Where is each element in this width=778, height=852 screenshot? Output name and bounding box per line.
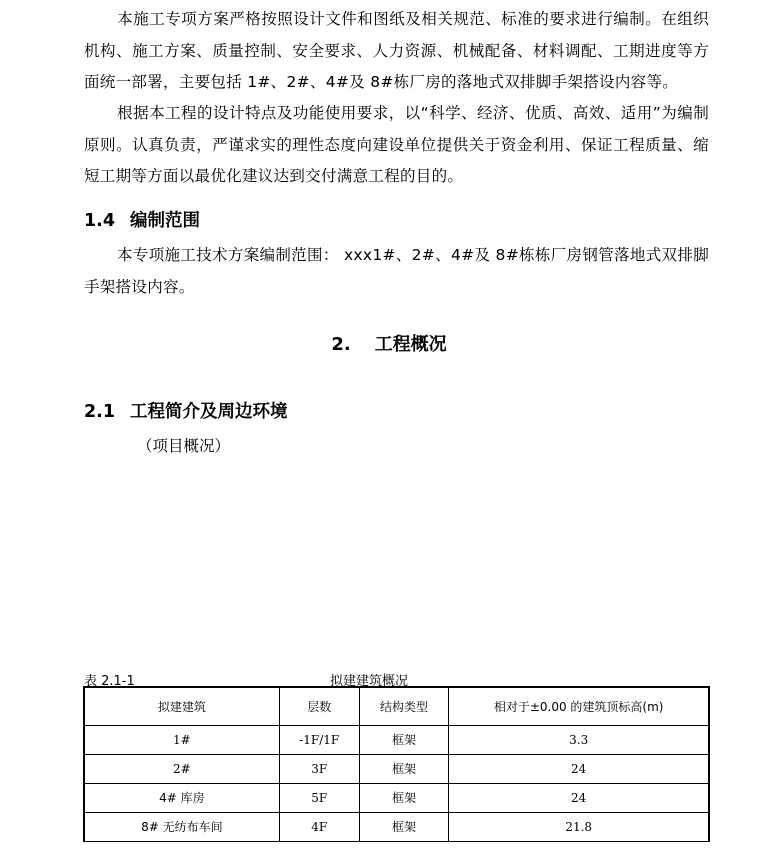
cell-structure: 框架 — [359, 754, 449, 783]
section-title: 工程简介及周边环境 — [130, 402, 288, 422]
cell-elevation: 24 — [449, 754, 709, 783]
cell-building: 2# — [84, 754, 279, 783]
section-number: 1.4 — [84, 211, 116, 231]
project-overview-note: （项目概况） — [137, 437, 231, 455]
paragraph-text: 本施工专项方案严格按照设计文件和图纸及相关规范、标准的要求进行编制。在组织机构、施工方案、质量控制、安全要求、人力资源、机械配备、材料调配、工期进度等方面统一部署，主要包括 1#、2#、4#及 8#栋厂房的落地式双排脚手架搭设内容等。 — [84, 10, 709, 91]
cell-floors: 5F — [279, 783, 359, 812]
header-floors: 层数 — [279, 687, 359, 725]
table-row — [84, 783, 709, 812]
paragraph-text: 根据本工程的设计特点及功能使用要求，以“科学、经济、优质、高效、适用”为编制原则。认真负责，严谨求实的理性态度向建设单位提供关于资金利用、保证工程质量、缩短工期等方面以最优化建议达到交付满意工程的目的。 — [84, 104, 709, 185]
cell-floors: -1F/1F — [279, 725, 359, 754]
cell-building: 1# — [84, 725, 279, 754]
paragraph-scope-intro — [84, 4, 709, 99]
building-overview-table — [83, 686, 710, 842]
table-caption: 拟建建筑概况 — [330, 674, 409, 689]
cell-elevation: 24 — [449, 783, 709, 812]
cell-elevation: 21.8 — [449, 812, 709, 841]
cell-structure: 框架 — [359, 783, 449, 812]
header-structure: 结构类型 — [359, 687, 449, 725]
cell-building: 8# 无纺布车间 — [84, 812, 279, 841]
section-heading-1-4 — [84, 209, 200, 233]
paragraph-text: 本专项施工技术方案编制范围： xxx1#、2#、4#及 8#栋栋厂房钢管落地式双排脚手架搭设内容。 — [84, 246, 709, 296]
section-title: 编制范围 — [130, 211, 200, 231]
chapter-heading-2 — [0, 333, 778, 357]
cell-elevation: 3.3 — [449, 725, 709, 754]
header-building: 拟建建筑 — [84, 687, 279, 725]
chapter-number: 2. — [331, 334, 351, 355]
table-row — [84, 754, 709, 783]
cell-structure: 框架 — [359, 725, 449, 754]
cell-floors: 4F — [279, 812, 359, 841]
table-header-row — [84, 687, 709, 725]
chapter-title: 工程概况 — [374, 334, 447, 355]
header-top-elevation: 相对于±0.00 的建筑顶标高(m) — [449, 687, 709, 725]
cell-building: 4# 库房 — [84, 783, 279, 812]
paragraph-scope — [84, 240, 709, 303]
cell-floors: 3F — [279, 754, 359, 783]
table-row — [84, 725, 709, 754]
section-heading-2-1 — [84, 400, 288, 424]
paragraph-principles — [84, 98, 709, 193]
table-label: 表 2.1-1 — [84, 674, 135, 689]
cell-structure: 框架 — [359, 812, 449, 841]
table-row — [84, 812, 709, 841]
section-number: 2.1 — [84, 402, 116, 422]
